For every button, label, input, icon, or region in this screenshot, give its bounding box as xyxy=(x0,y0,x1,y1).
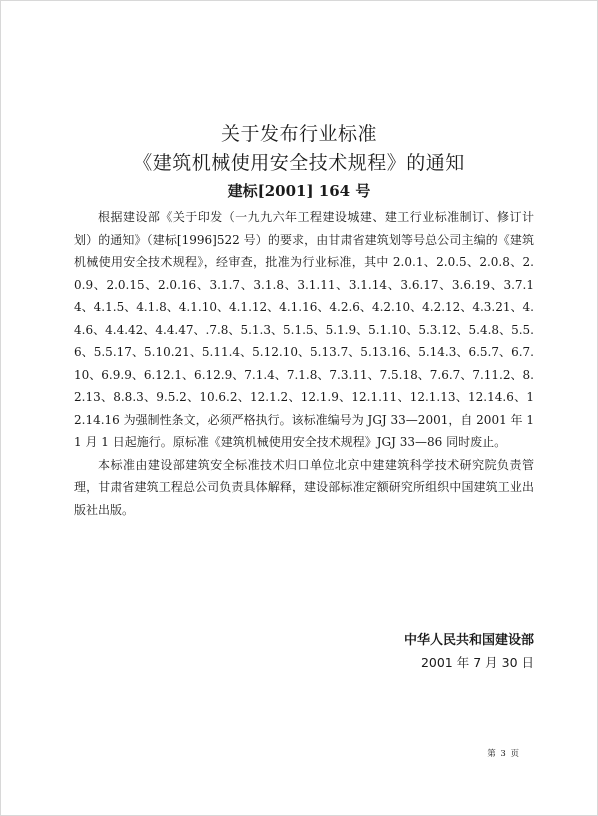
issue-date: 2001 年 7 月 30 日 xyxy=(420,655,534,670)
signature-block xyxy=(404,630,534,674)
body-paragraph-2: 本标准由建设部建筑安全标准技术归口单位北京中建建筑科学技术研究院负责管理，甘肃省建筑工程总公司负责具体解释，建设部标准定额研究所组织中国建筑工业出版社出版。 xyxy=(74,457,534,517)
document-title-line-2: 《建筑机械使用安全技术规程》的通知 xyxy=(133,152,465,174)
page-number: 第 3 页 xyxy=(487,749,520,759)
document-number: 建标[2001] 164 号 xyxy=(227,182,371,200)
body-paragraph-1: 根据建设部《关于印发（一九九六年工程建设城建、建工行业标准制订、修订计划）的通知》（建标[1996]522 号）的要求，由甘肃省建筑划等号总公司主编的《建筑机械使用安全技术规程》，经审查，批准为行业标准，其中 2.0.1、2.0.5、2.0.8、2.0.9、2.0.15、2.0.16、3.1.7、3.1.8、3.1.11、3.1.14、3.6.17、3.6.19、3.7.14、4.1.5、4.1.8、4.1.10、4.1.12、4.1.16、4.2.6、4.2.10、4.2.12、4.3.21、4.4.6、4.4.42、4.4.47、.7.8、5.1.3、5.1.5、5.1.9、5.1.10、5.3.12、5.4.8、5.5.6、5.5.17、5.10.21、5.11.4、5.12.10、5.13.7、5.13.16、5.14.3、6.5.7、6.7.10、6.9.9、6.12.1、6.12.9、7.1.4、7.1.8、7.3.11、7.5.18、7.6.7、7.11.2、8.2.13、8.8.3、9.5.2、10.6.2、12.1.2、12.1.9、12.1.11、12.1.13、12.14.6、12.14.16 为强制性条文，必须严格执行。该标准编号为 JGJ 33—2001，自 2001 年 11 月 1 日起施行。原标准《建筑机械使用安全技术规程》JGJ 33—86 同时废止。 xyxy=(74,210,534,449)
document-title-line-1: 关于发布行业标准 xyxy=(220,123,377,145)
notice-body xyxy=(74,206,534,521)
issuing-authority: 中华人民共和国建设部 xyxy=(403,633,534,648)
